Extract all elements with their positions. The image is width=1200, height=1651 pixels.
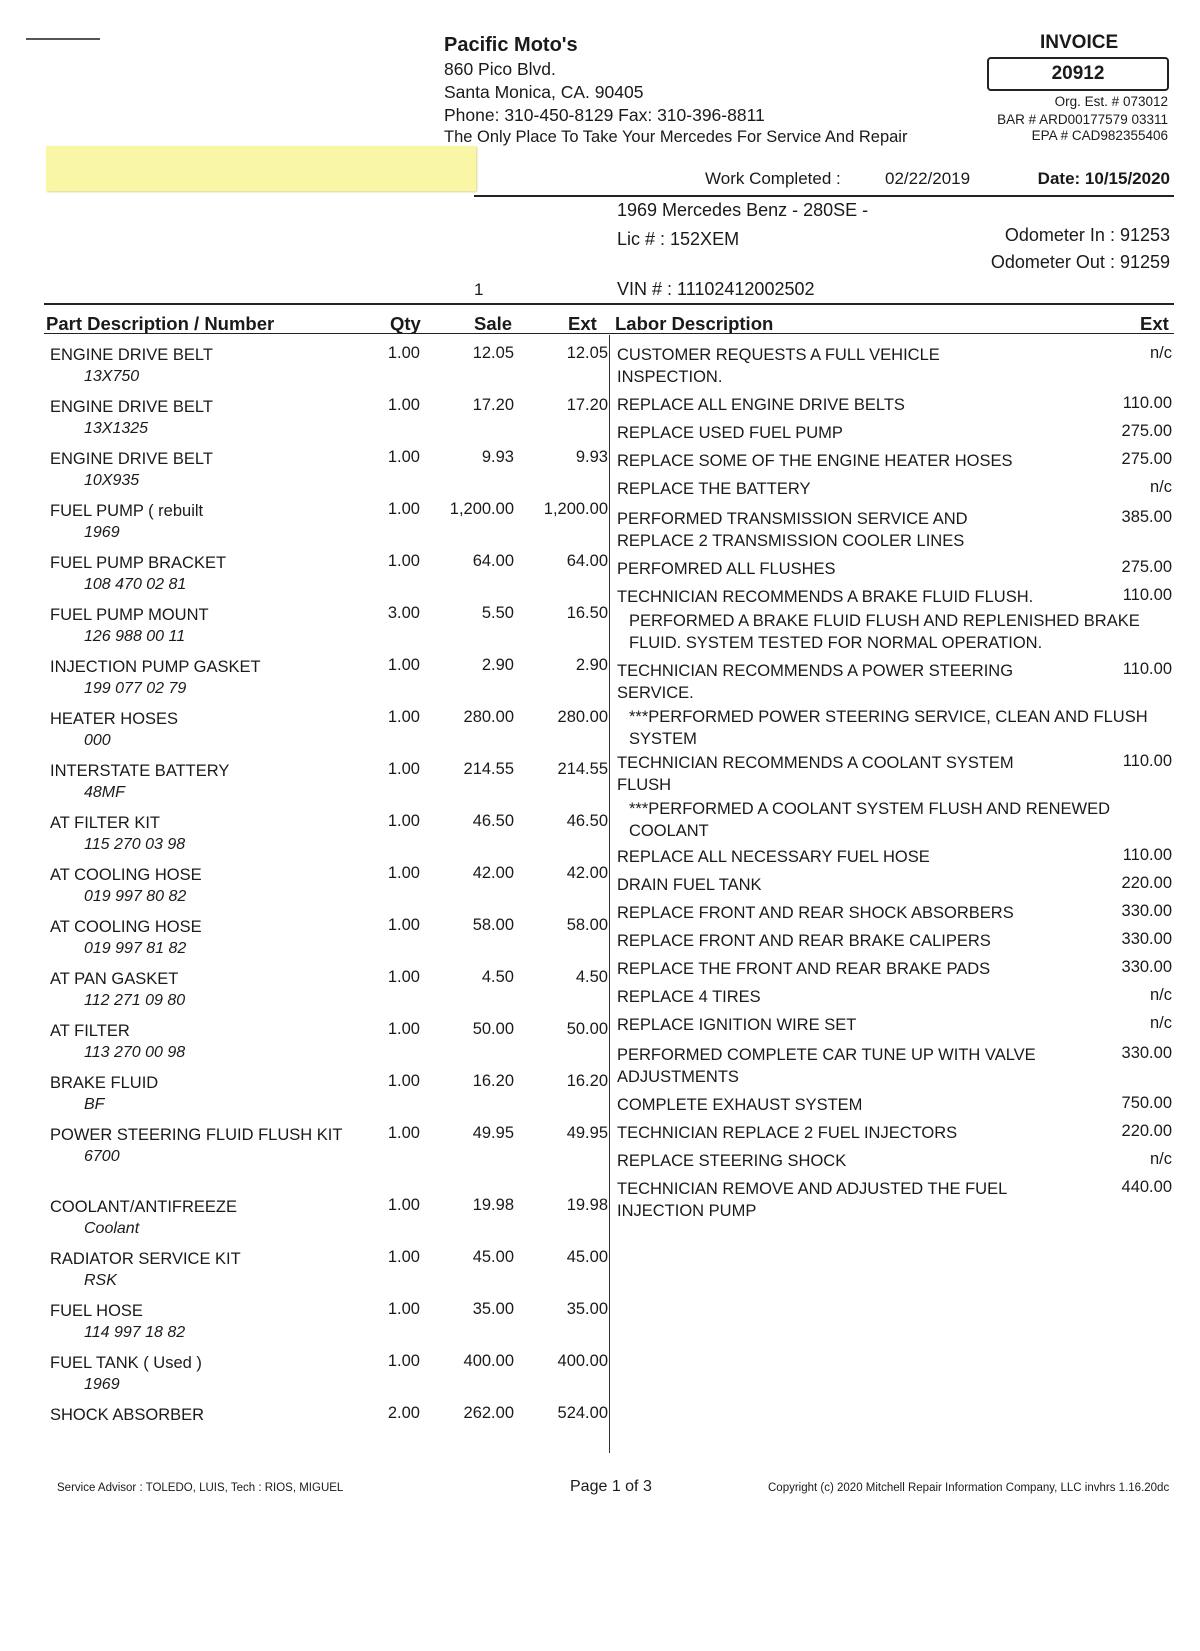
scan-mark: [26, 38, 100, 40]
part-sale: 46.50: [472, 812, 514, 830]
labor-description: COMPLETE EXHAUST SYSTEM: [617, 1096, 863, 1114]
vehicle-license: Lic # : 152XEM: [617, 229, 740, 249]
labor-ext: n/c: [1149, 1150, 1172, 1168]
part-ext: 214.55: [557, 760, 608, 778]
part-qty: 1.00: [387, 1124, 420, 1142]
part-sale: 1,200.00: [449, 500, 514, 518]
part-sale: 2.90: [481, 656, 514, 674]
labor-ext: 385.00: [1121, 508, 1172, 526]
part-row: [50, 396, 350, 440]
table-top-rule: [44, 303, 1174, 305]
part-qty: 1.00: [387, 448, 420, 466]
part-number: 48MF: [84, 784, 125, 801]
labor-description: TECHNICIAN RECOMMENDS A COOLANT SYSTEM FLUSH: [617, 754, 1014, 794]
part-description: HEATER HOSES: [50, 710, 179, 728]
part-ext: 64.00: [566, 552, 608, 570]
labor-ext: 220.00: [1121, 1122, 1172, 1140]
part-sale: 9.93: [481, 448, 514, 466]
labor-ext: 330.00: [1121, 1044, 1172, 1062]
labor-description: REPLACE ALL NECESSARY FUEL HOSE: [617, 848, 930, 866]
part-qty: 1.00: [387, 864, 420, 882]
part-number: 019 997 81 82: [84, 940, 187, 957]
part-ext: 58.00: [566, 916, 608, 934]
part-qty: 2.00: [387, 1404, 420, 1422]
part-sale: 12.05: [472, 344, 514, 362]
part-row: [50, 656, 350, 700]
labor-description: REPLACE FRONT AND REAR SHOCK ABSORBERS: [617, 904, 1014, 922]
work-completed-date: 02/22/2019: [885, 169, 971, 188]
part-qty: 1.00: [387, 552, 420, 570]
part-ext: 50.00: [566, 1020, 608, 1038]
part-number: 114 997 18 82: [84, 1324, 186, 1341]
part-row: [50, 552, 350, 596]
part-description: FUEL PUMP ( rebuilt: [50, 502, 204, 520]
part-sale: 19.98: [472, 1196, 514, 1214]
part-sale: 5.50: [481, 604, 514, 622]
part-ext: 400.00: [557, 1352, 608, 1370]
part-sale: 45.00: [472, 1248, 514, 1266]
part-row: [50, 760, 350, 804]
shop-address-2: Santa Monica, CA. 90405: [444, 82, 644, 102]
vehicle-vin: VIN # : 11102412002502: [617, 279, 815, 299]
part-number: 1969: [84, 1376, 120, 1393]
part-number: 112 271 09 80: [84, 992, 186, 1009]
part-row: [50, 1072, 350, 1116]
part-number: 113 270 00 98: [84, 1044, 186, 1061]
part-ext: 280.00: [557, 708, 608, 726]
part-sale: 35.00: [472, 1300, 514, 1318]
epa-number: EPA # CAD982355406: [1031, 128, 1168, 143]
labor-ext: 750.00: [1121, 1094, 1172, 1112]
bar-number: BAR # ARD00177579 03311: [997, 112, 1168, 127]
part-row: [50, 1248, 350, 1292]
part-row: [50, 604, 350, 648]
part-row: [50, 1352, 350, 1396]
part-number: Coolant: [84, 1220, 140, 1237]
part-row: [50, 864, 350, 908]
labor-ext: 275.00: [1121, 422, 1172, 440]
part-ext: 49.95: [566, 1124, 608, 1142]
part-description: AT COOLING HOSE: [50, 918, 202, 936]
part-description: AT FILTER KIT: [50, 814, 161, 832]
labor-description: REPLACE ALL ENGINE DRIVE BELTS: [617, 396, 905, 414]
labor-description: ***PERFORMED A COOLANT SYSTEM FLUSH AND RENEWED COOLANT: [629, 800, 1111, 840]
labor-description: REPLACE FRONT AND REAR BRAKE CALIPERS: [617, 932, 991, 950]
part-qty: 1.00: [387, 1072, 420, 1090]
part-description: FUEL TANK ( Used ): [50, 1354, 202, 1372]
labor-description: ***PERFORMED POWER STEERING SERVICE, CLEAN AND FLUSH SYSTEM: [629, 708, 1148, 748]
part-sale: 17.20: [472, 396, 514, 414]
labor-description: REPLACE STEERING SHOCK: [617, 1152, 847, 1170]
part-ext: 9.93: [575, 448, 608, 466]
part-description: ENGINE DRIVE BELT: [50, 450, 213, 468]
part-row: [50, 708, 350, 752]
part-sale: 58.00: [472, 916, 514, 934]
part-description: FUEL HOSE: [50, 1302, 143, 1320]
part-description: INJECTION PUMP GASKET: [50, 658, 261, 676]
labor-ext: 110.00: [1122, 394, 1172, 412]
part-sale: 214.55: [463, 760, 514, 778]
part-description: AT FILTER: [50, 1022, 130, 1040]
part-ext: 16.50: [566, 604, 608, 622]
org-est: Org. Est. # 073012: [1054, 94, 1168, 109]
part-sale: 64.00: [472, 552, 514, 570]
part-qty: 1.00: [387, 760, 420, 778]
part-qty: 1.00: [387, 916, 420, 934]
labor-description: REPLACE SOME OF THE ENGINE HEATER HOSES: [617, 452, 1013, 470]
part-ext: 524.00: [557, 1404, 608, 1422]
part-description: COOLANT/ANTIFREEZE: [50, 1198, 238, 1216]
part-description: FUEL PUMP MOUNT: [50, 606, 209, 624]
part-qty: 1.00: [387, 656, 420, 674]
part-row: [50, 344, 350, 388]
part-qty: 1.00: [387, 500, 420, 518]
part-qty: 1.00: [387, 1352, 420, 1370]
labor-ext: 440.00: [1121, 1178, 1172, 1196]
part-ext: 16.20: [566, 1072, 608, 1090]
labor-ext: 110.00: [1122, 660, 1172, 678]
part-ext: 42.00: [566, 864, 608, 882]
customer-fragment: 1: [474, 280, 484, 299]
part-description: FUEL PUMP BRACKET: [50, 554, 227, 572]
part-row: [50, 812, 350, 856]
page-number: Page 1 of 3: [570, 1478, 652, 1495]
labor-description: REPLACE THE BATTERY: [617, 480, 811, 498]
part-number: 6700: [84, 1148, 120, 1165]
shop-tagline: The Only Place To Take Your Mercedes For Service And Repair: [444, 128, 908, 146]
part-number: 13X750: [84, 368, 140, 385]
odometer-in: Odometer In : 91253: [1004, 225, 1170, 245]
part-row: [50, 1404, 350, 1426]
labor-ext: 330.00: [1121, 958, 1172, 976]
part-ext: 19.98: [566, 1196, 608, 1214]
part-description: ENGINE DRIVE BELT: [50, 346, 213, 364]
header-bottom-rule: [44, 333, 1174, 334]
part-number: 019 997 80 82: [84, 888, 187, 905]
labor-description: PERFOMRED ALL FLUSHES: [617, 560, 836, 578]
part-number: 108 470 02 81: [84, 576, 187, 593]
part-sale: 400.00: [463, 1352, 514, 1370]
part-number: 10X935: [84, 472, 140, 489]
part-sale: 16.20: [472, 1072, 514, 1090]
labor-ext: n/c: [1149, 1014, 1172, 1032]
odometer-out: Odometer Out : 91259: [990, 252, 1170, 272]
ext-header: Ext: [568, 313, 597, 334]
part-description: POWER STEERING FLUID FLUSH KIT: [50, 1126, 343, 1144]
copyright: Copyright (c) 2020 Mitchell Repair Information Company, LLC invhrs 1.16.20dc: [768, 1482, 1170, 1494]
labor-description: REPLACE 4 TIRES: [617, 988, 761, 1006]
part-sale: 50.00: [472, 1020, 514, 1038]
part-number: BF: [84, 1096, 105, 1113]
labor-ext: n/c: [1149, 478, 1172, 496]
labor-description: REPLACE THE FRONT AND REAR BRAKE PADS: [617, 960, 991, 978]
part-ext: 46.50: [566, 812, 608, 830]
part-row: [50, 1196, 350, 1240]
part-description: BRAKE FLUID: [50, 1074, 159, 1092]
part-qty: 1.00: [387, 812, 420, 830]
part-row: [50, 500, 350, 544]
labor-ext: 110.00: [1122, 846, 1172, 864]
part-description: AT PAN GASKET: [50, 970, 179, 988]
part-qty: 3.00: [387, 604, 420, 622]
part-description-header: Part Description / Number: [46, 313, 275, 334]
part-row: [50, 968, 350, 1012]
labor-description: PERFORMED TRANSMISSION SERVICE AND REPLACE 2 TRANSMISSION COOLER LINES: [617, 510, 968, 550]
labor-description: PERFORMED COMPLETE CAR TUNE UP WITH VALVE ADJUSTMENTS: [617, 1046, 1036, 1086]
part-description: RADIATOR SERVICE KIT: [50, 1250, 241, 1268]
labor-description-header: Labor Description: [615, 313, 774, 334]
qty-header: Qty: [390, 313, 421, 334]
part-row: [50, 1020, 350, 1064]
part-number: 000: [84, 732, 111, 749]
part-ext: 2.90: [575, 656, 608, 674]
part-description: INTERSTATE BATTERY: [50, 762, 230, 780]
part-number: 126 988 00 11: [84, 628, 186, 645]
labor-description: DRAIN FUEL TANK: [617, 876, 762, 894]
part-number: 199 077 02 79: [84, 680, 187, 697]
labor-ext: n/c: [1149, 986, 1172, 1004]
part-number: RSK: [84, 1272, 117, 1289]
vehicle-model: 1969 Mercedes Benz - 280SE -: [617, 200, 869, 220]
part-ext: 45.00: [566, 1248, 608, 1266]
labor-ext: 275.00: [1121, 558, 1172, 576]
part-sale: 280.00: [463, 708, 514, 726]
labor-description: REPLACE USED FUEL PUMP: [617, 424, 843, 442]
part-description: SHOCK ABSORBER: [50, 1406, 205, 1424]
part-qty: 1.00: [387, 344, 420, 362]
shop-phone-fax: Phone: 310-450-8129 Fax: 310-396-8811: [444, 105, 765, 125]
invoice-date: Date: 10/15/2020: [1037, 169, 1170, 188]
part-qty: 1.00: [387, 1196, 420, 1214]
labor-ext-header: Ext: [1140, 313, 1169, 334]
labor-ext: 110.00: [1122, 752, 1172, 770]
sale-header: Sale: [474, 313, 513, 334]
shop-address-1: 860 Pico Blvd.: [444, 59, 556, 79]
part-qty: 1.00: [387, 1300, 420, 1318]
part-row: [50, 1300, 350, 1344]
part-ext: 12.05: [566, 344, 608, 362]
part-ext: 35.00: [566, 1300, 608, 1318]
shop-name: Pacific Moto's: [444, 34, 578, 56]
labor-description: TECHNICIAN REPLACE 2 FUEL INJECTORS: [617, 1124, 958, 1142]
labor-description: PERFORMED A BRAKE FLUID FLUSH AND REPLENISHED BRAKE FLUID. SYSTEM TESTED FOR NORMAL OPERATION.: [629, 612, 1140, 652]
labor-ext: n/c: [1149, 344, 1172, 362]
part-sale: 262.00: [463, 1404, 514, 1422]
part-row: [50, 1124, 350, 1168]
labor-description: TECHNICIAN REMOVE AND ADJUSTED THE FUEL INJECTION PUMP: [617, 1180, 1007, 1220]
part-description: AT COOLING HOSE: [50, 866, 202, 884]
part-sale: 49.95: [472, 1124, 514, 1142]
part-row: [50, 916, 350, 960]
part-sale: 4.50: [481, 968, 514, 986]
part-description: ENGINE DRIVE BELT: [50, 398, 213, 416]
part-qty: 1.00: [387, 396, 420, 414]
labor-description: TECHNICIAN RECOMMENDS A BRAKE FLUID FLUSH.: [617, 588, 1034, 606]
part-qty: 1.00: [387, 1248, 420, 1266]
redaction-sticky-note: [46, 146, 476, 191]
part-number: 13X1325: [84, 420, 149, 437]
part-qty: 1.00: [387, 1020, 420, 1038]
service-advisor: Service Advisor : TOLEDO, LUIS, Tech : RIOS, MIGUEL: [57, 1482, 344, 1494]
invoice-label: INVOICE: [1040, 32, 1119, 53]
part-ext: 1,200.00: [543, 500, 608, 518]
part-qty: 1.00: [387, 968, 420, 986]
part-qty: 1.00: [387, 708, 420, 726]
column-divider: [609, 335, 610, 1453]
work-completed-label: Work Completed :: [705, 169, 841, 188]
labor-description: REPLACE IGNITION WIRE SET: [617, 1016, 857, 1034]
part-ext: 4.50: [575, 968, 608, 986]
part-row: [50, 448, 350, 492]
part-ext: 17.20: [566, 396, 608, 414]
part-number: 115 270 03 98: [84, 836, 186, 853]
labor-ext: 110.00: [1122, 586, 1172, 604]
labor-description: CUSTOMER REQUESTS A FULL VEHICLE INSPECTION.: [617, 346, 940, 386]
labor-ext: 330.00: [1121, 902, 1172, 920]
part-sale: 42.00: [472, 864, 514, 882]
labor-ext: 220.00: [1121, 874, 1172, 892]
labor-description: TECHNICIAN RECOMMENDS A POWER STEERING SERVICE.: [617, 662, 1014, 702]
labor-ext: 275.00: [1121, 450, 1172, 468]
part-number: 1969: [84, 524, 120, 541]
invoice-number: 20912: [987, 57, 1169, 91]
header-rule: [474, 195, 1174, 197]
labor-ext: 330.00: [1121, 930, 1172, 948]
